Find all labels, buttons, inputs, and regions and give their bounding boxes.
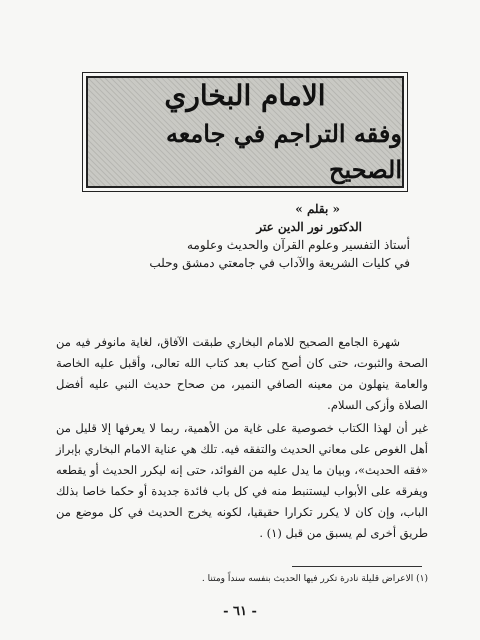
body-paragraph-1-text: شهرة الجامع الصحيح للامام البخاري طبقت الآفاق، لغاية مانوفر فيه من الصحة والثبوت، حتى كان أصح كتاب بعد كتاب الله تعالى، وأقبل عليه الخاصة والعامة ينهلون من معينه الصافي النمير، من صحاح حديث النبي عليه أفضل الصلاة وأزكى السلام. bbox=[56, 335, 428, 412]
title-subtitle: وفقه التراجم في جامعه الصحيح bbox=[165, 119, 402, 184]
article-body bbox=[56, 332, 428, 544]
author-affiliation: في كليات الشريعة والآداب في جامعتي دمشق وحلب bbox=[149, 256, 410, 270]
footnote-divider bbox=[292, 566, 422, 567]
body-paragraph-2-text: غير أن لهذا الكتاب خصوصية على غاية من الأهمية، ربما لا يعرفها إلا قليل من أهل الغوص على معاني الحديث والتفقه فيه. تلك هي عناية الامام البخاري بإبراز «فقه الحديث»، وبيان ما يدل عليه من الفوائد، حتى إنه ليكرر الحديث أو يقطعه ويفرقه على الأبواب ليستنبط منه في كل باب فائدة جديدة أو حكما خاصا بذلك الباب، وإن كان لا يكرر تكرارا حقيقيا، لكونه يخرج الحديث في كل موضع من طريق أخرى لم يسبق من قبل (١) . bbox=[56, 421, 428, 540]
title-plate bbox=[86, 76, 404, 188]
body-paragraph-2 bbox=[56, 418, 428, 544]
footnote: (١) الاعراض قليلة نادرة تكرر فيها الحديث بنفسه سنداً ومتنا . bbox=[201, 574, 428, 584]
body-paragraph-1 bbox=[56, 332, 428, 416]
author-position: أستاذ التفسير وعلوم القرآن والحديث وعلومه bbox=[186, 238, 410, 252]
author-block bbox=[70, 200, 410, 272]
page-number: - ٦١ - bbox=[223, 604, 257, 619]
author-by-label: « بقلم » bbox=[295, 202, 340, 216]
title-main: الامام البخاري bbox=[164, 79, 326, 112]
author-name: الدكتور نور الدين عتر bbox=[256, 220, 362, 234]
